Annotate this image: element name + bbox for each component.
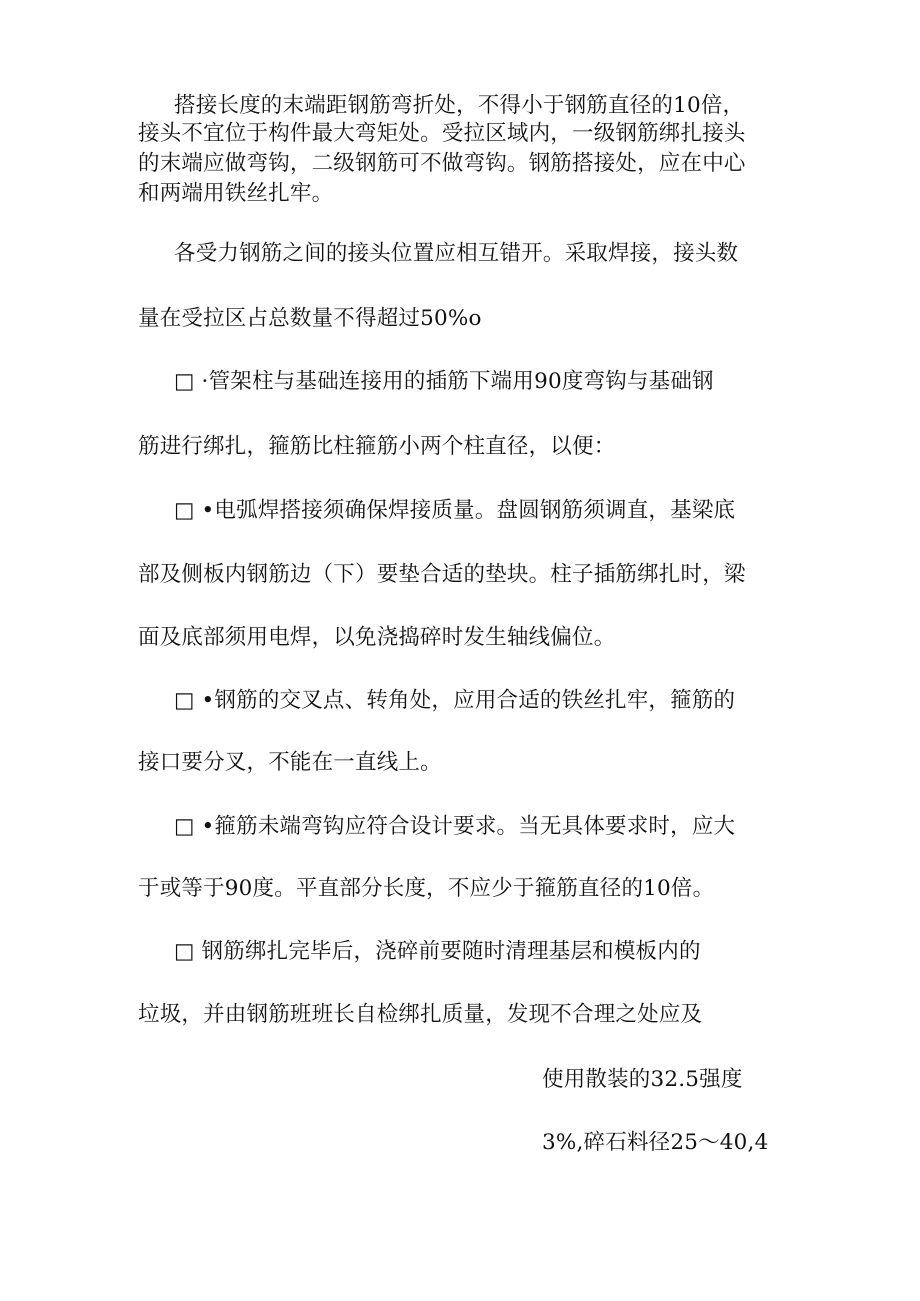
paragraph-4-line-1: □ •电弧焊搭接须确保焊接质量。盘圆钢筋须调直，基梁底 xyxy=(174,498,736,523)
paragraph-1-line-2: 接头不宜位于构件最大弯矩处。受拉区域内，一级钢筋绑扎接头 xyxy=(138,121,746,146)
fragment-line-2: 3%,碎石料径25～40,4 xyxy=(542,1130,769,1155)
paragraph-5-line-1: □ •钢筋的交叉点、转角处，应用合适的铁丝扎牢，箍筋的 xyxy=(174,688,736,713)
paragraph-2-line-1: 各受力钢筋之间的接头位置应相互错开。采取焊接，接头数 xyxy=(174,241,739,266)
paragraph-3-line-1: □ ·管架柱与基础连接用的插筋下端用90度弯钩与基础钢 xyxy=(174,369,714,394)
paragraph-6-line-2: 于或等于90度。平直部分长度，不应少于箍筋直径的10倍。 xyxy=(138,876,715,901)
paragraph-1-line-4: 和两端用铁丝扎牢。 xyxy=(138,181,334,206)
paragraph-3-line-2: 筋进行绑扎，箍筋比柱箍筋小两个柱直径，以便： xyxy=(138,434,616,459)
fragment-line-1: 使用散装的32.5强度 xyxy=(542,1067,743,1092)
paragraph-4-line-2: 部及侧板内钢筋边（下）要垫合适的垫块。柱子插筋绑扎时，梁 xyxy=(138,562,746,587)
paragraph-2-line-2: 量在受拉区占总数量不得超过50%o xyxy=(138,306,482,331)
paragraph-1-line-1: 搭接长度的末端距钢筋弯折处，不得小于钢筋直径的10倍， xyxy=(174,93,745,118)
paragraph-6-line-1: □ •箍筋未端弯钩应符合设计要求。当无具体要求时，应大 xyxy=(174,814,736,839)
paragraph-1-line-3: 的末端应做弯钩，二级钢筋可不做弯钩。钢筋搭接处，应在中心 xyxy=(138,151,746,176)
paragraph-5-line-2: 接口要分叉，不能在一直线上。 xyxy=(138,750,442,775)
paragraph-7-line-1: □ 钢筋绑扎完毕后，浇碎前要随时清理基层和模板内的 xyxy=(174,939,701,964)
paragraph-7-line-2: 垃圾，并由钢筋班班长自检绑扎质量，发现不合理之处应及 xyxy=(138,1002,703,1027)
paragraph-4-line-3: 面及底部须用电焊，以免浇捣碎时发生轴线偏位。 xyxy=(138,625,616,650)
